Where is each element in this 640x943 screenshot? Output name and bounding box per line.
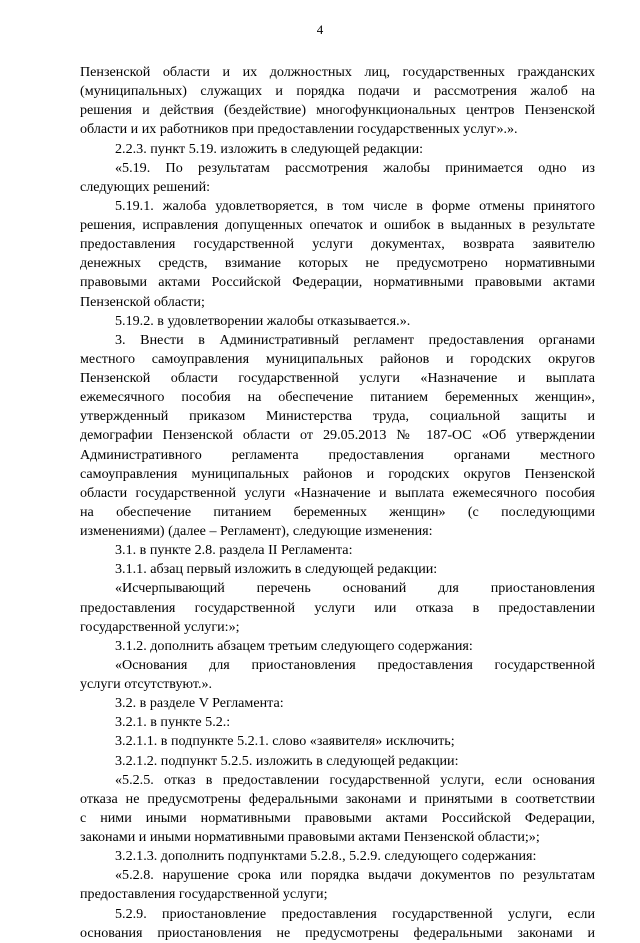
- text-line: самоуправления муниципальных районов и городских округов Пензенской: [80, 465, 595, 482]
- text-line: законами и иными нормативными правовыми актами Пензенской области;»;: [80, 829, 540, 845]
- text-line: изменениями) (далее – Регламент), следующие изменения:: [80, 523, 433, 539]
- text-line: Пензенской области и их должностных лиц, государственных гражданских: [80, 64, 595, 80]
- text-line: Пензенской области;: [80, 293, 205, 310]
- text-line: 3.1. в пункте 2.8. раздела II Регламента:: [115, 542, 353, 559]
- page-number: 4: [316, 22, 324, 37]
- text-line: 3.2.1. в пункте 5.2.:: [115, 714, 231, 731]
- text-line: «5.2.5. отказ в предоставлении государственной услуги, если основания: [115, 771, 595, 788]
- text-line: 3.2.1.1. в подпункте 5.2.1. слово «заявителя» исключить;: [115, 733, 455, 750]
- text-line: решения, исправления допущенных опечаток и ошибок в выданных в результате: [80, 217, 595, 233]
- text-line: предоставления государственной услуги;: [80, 886, 328, 903]
- text-line: демографии Пензенской области от 29.05.2013 № 187-ОС «Об утверждении: [80, 427, 595, 444]
- text-line: 3.2.1.3. дополнить подпунктами 5.2.8., 5.2.9. следующего содержания:: [115, 848, 537, 865]
- text-line: отказа не предусмотрены федеральными законами и принятыми в соответствии: [80, 790, 595, 807]
- text-line: области и их работников при предоставлении государственных услуг».».: [80, 121, 518, 138]
- text-line: следующих решений:: [80, 178, 211, 195]
- text-line: «5.19. По результатам рассмотрения жалобы принимается одно из: [115, 159, 595, 176]
- text-line: 3.1.1. абзац первый изложить в следующей редакции:: [115, 561, 438, 578]
- text-line: (муниципальных) служащих и порядка подачи и рассмотрения жалоб на: [80, 83, 595, 100]
- text-line: «5.2.8. нарушение срока или порядка выдачи документов по результатам: [115, 867, 595, 884]
- text-line: 5.2.9. приостановление предоставления государственной услуги, если: [115, 905, 595, 922]
- text-line: правовыми актами Российской Федерации, нормативными правовыми актами: [80, 274, 595, 291]
- text-line: 3.2. в разделе V Регламента:: [115, 695, 284, 712]
- text-line: предоставления государственной услуги или отказа в предоставлении: [80, 599, 595, 616]
- text-line: основания приостановления не предусмотрены федеральными законами и: [80, 924, 595, 941]
- text-line: денежных средств, взимание которых не предусмотрено нормативными: [80, 255, 595, 272]
- text-line: 3.2.1.2. подпункт 5.2.5. изложить в следующей редакции:: [115, 752, 459, 769]
- text-line: услуги отсутствуют.».: [80, 676, 213, 692]
- text-line: местного самоуправления муниципальных районов и городских округов: [80, 350, 595, 367]
- text-line: 3. Внести в Административный регламент предоставления органами: [115, 331, 595, 348]
- text-line: Пензенской области государственной услуги «Назначение и выплата: [80, 370, 595, 386]
- text-line: 3.1.2. дополнить абзацем третьим следующего содержания:: [115, 637, 473, 654]
- text-line: «Исчерпывающий перечень оснований для приостановления: [115, 580, 595, 597]
- text-line: 5.19.2. в удовлетворении жалобы отказывается.».: [115, 312, 411, 329]
- text-line: на обеспечение питанием беременных женщин» (с последующими: [80, 503, 595, 520]
- document-body: [80, 63, 595, 943]
- text-line: «Основания для приостановления предоставления государственной: [115, 656, 595, 673]
- text-line: решения и действия (бездействие) многофункциональных центров Пензенской: [80, 102, 595, 119]
- text-line: 2.2.3. пункт 5.19. изложить в следующей редакции:: [115, 140, 424, 157]
- text-line: 5.19.1. жалоба удовлетворяется, в том числе в форме отмены принятого: [115, 197, 595, 214]
- text-line: утвержденный приказом Министерства труда, социальной защиты и: [80, 408, 595, 425]
- text-line: ежемесячного пособия на обеспечение питанием беременных женщин»,: [80, 389, 595, 406]
- text-line: Административного регламента предоставления органами местного: [80, 446, 595, 463]
- text-line: области государственной услуги «Назначение и выплата ежемесячного пособия: [80, 484, 595, 501]
- text-line: предоставления государственной услуги документах, возврата заявителю: [80, 236, 595, 253]
- text-line: государственной услуги:»;: [80, 618, 240, 635]
- text-line: с ними иными нормативными правовыми актами Российской Федерации,: [80, 809, 595, 826]
